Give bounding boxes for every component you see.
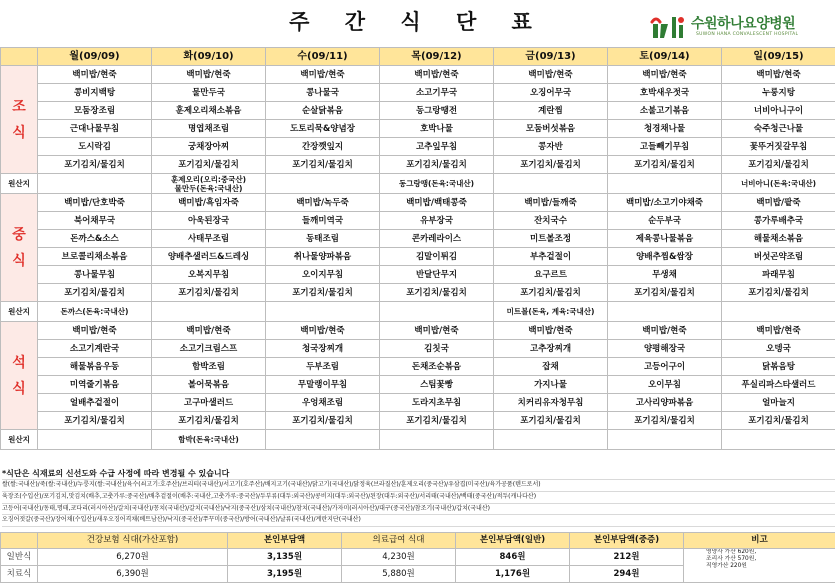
menu-item: 사태무조림 xyxy=(152,230,266,248)
menu-item: 닭볶음탕 xyxy=(722,358,835,376)
breakfast-row xyxy=(1,156,835,174)
menu-item: 동그랑땡전 xyxy=(380,102,494,120)
menu-item: 백미밥/현죽 xyxy=(266,322,380,340)
menu-item: 양배추찜&쌈장 xyxy=(608,248,722,266)
menu-item: 포기김치/물김치 xyxy=(38,284,152,302)
menu-item: 백미밥/현죽 xyxy=(152,66,266,84)
lunch-row xyxy=(1,248,835,266)
menu-item: 순두부국 xyxy=(608,212,722,230)
origin-label: 원산지 xyxy=(1,430,38,450)
menu-item: 해물채소볶음 xyxy=(722,230,835,248)
menu-item: 훈제오리채소볶음 xyxy=(152,102,266,120)
menu-item: 제육콩나물볶음 xyxy=(608,230,722,248)
menu-item: 돈채조순볶음 xyxy=(380,358,494,376)
origin-cell xyxy=(152,430,266,450)
origin-text: 훈제오리(오리:중국산) xyxy=(170,174,247,184)
menu-item: 북어채무국 xyxy=(38,212,152,230)
menu-item: 포기김치/물김치 xyxy=(494,284,608,302)
menu-item: 모둠장조림 xyxy=(38,102,152,120)
menu-item: 포기김치/물김치 xyxy=(608,156,722,174)
menu-item: 포기김치/물김치 xyxy=(152,156,266,174)
menu-item: 스팀꽃빵 xyxy=(380,376,494,394)
cost-header: 본인부담액 xyxy=(228,533,342,549)
menu-item: 모둠버섯볶음 xyxy=(494,120,608,138)
menu-item: 무말랭이무침 xyxy=(266,376,380,394)
menu-item: 오이무침 xyxy=(608,376,722,394)
origin-note-line: 오징어젓갈(중국산)/장어채(수입산)/새우오징어격채(베트남산)/낙지(중국산)/쭈꾸미(중국산)/방어(국내산)/날류(국내산)/계란지단(국내산) xyxy=(2,515,835,527)
cost-cell: 6,270원 xyxy=(38,549,228,566)
dinner-row xyxy=(1,322,835,340)
origin-label: 원산지 xyxy=(1,174,38,194)
menu-item: 콩자반 xyxy=(494,138,608,156)
menu-item: 미트볼조정 xyxy=(494,230,608,248)
menu-item: 도라지초무침 xyxy=(380,394,494,412)
weekly-menu-table xyxy=(0,47,835,450)
menu-item: 얼마늘지 xyxy=(722,394,835,412)
breakfast-row xyxy=(1,66,835,84)
menu-item: 취나물양파볶음 xyxy=(266,248,380,266)
breakfast-row xyxy=(1,120,835,138)
cost-cell: 846원 xyxy=(456,549,570,566)
menu-item: 콩비지백탕 xyxy=(38,84,152,102)
origin-cell xyxy=(38,302,152,322)
lunch-row xyxy=(1,284,835,302)
cost-header-row xyxy=(1,533,835,549)
menu-item: 콘카레라이스 xyxy=(380,230,494,248)
lunch-row xyxy=(1,230,835,248)
menu-item: 브로콜리채소볶음 xyxy=(38,248,152,266)
menu-item: 백미밥/현죽 xyxy=(608,66,722,84)
origin-cell xyxy=(494,430,608,450)
day-header: 토(09/14) xyxy=(608,48,722,66)
menu-item: 오이지무침 xyxy=(266,266,380,284)
origin-text: 돈까스(돈육:국내산) xyxy=(60,307,129,316)
menu-change-notice: *식단은 식재료의 신선도와 수급 사정에 따라 변경될 수 있습니다 xyxy=(2,468,835,480)
cost-remark-line: 조리사 가산 570원, xyxy=(706,556,757,562)
menu-item: 소고기크림스프 xyxy=(152,340,266,358)
header-corner xyxy=(1,48,38,66)
menu-item: 누룽지탕 xyxy=(722,84,835,102)
origin-note-line: 육장조(수입산)/포기김치,맛김치(배추,고춧가루:중국산)/배추겉절이(배추:국내산,고춧가루:중국산)/두부류(대두:외국산)/콩비지(대두:외국산)/된장(대두:외국산)/서리태(국내산)/백태(중국산)/적두(캐나다산) xyxy=(2,492,835,504)
menu-item: 콩나물무침 xyxy=(38,266,152,284)
day-header: 수(09/11) xyxy=(266,48,380,66)
menu-item: 포기김치/물김치 xyxy=(608,412,722,430)
day-header: 금(09/13) xyxy=(494,48,608,66)
origin-cell xyxy=(380,430,494,450)
menu-item: 콩나물국 xyxy=(266,84,380,102)
menu-item: 백미밥/녹두죽 xyxy=(266,194,380,212)
dinner-row xyxy=(1,412,835,430)
menu-item: 미역줄기볶음 xyxy=(38,376,152,394)
breakfast-origin-row xyxy=(1,174,835,194)
origin-notes xyxy=(2,468,835,527)
menu-item: 양평해장국 xyxy=(608,340,722,358)
menu-item: 오뎅국 xyxy=(722,340,835,358)
origin-cell xyxy=(152,174,266,194)
menu-item: 포기김치/물김치 xyxy=(266,412,380,430)
menu-item: 김칫국 xyxy=(380,340,494,358)
cost-cell: 294원 xyxy=(570,566,684,583)
menu-item: 고추장찌개 xyxy=(494,340,608,358)
menu-item: 숙주청근나물 xyxy=(722,120,835,138)
day-header: 일(09/15) xyxy=(722,48,835,66)
menu-item: 잔치국수 xyxy=(494,212,608,230)
menu-item: 김말이튀김 xyxy=(380,248,494,266)
cost-header: 본인부담액(중증) xyxy=(570,533,684,549)
breakfast-row xyxy=(1,102,835,120)
cost-remarks xyxy=(684,549,835,583)
menu-item: 해물볶음우동 xyxy=(38,358,152,376)
menu-item: 푸실리파스타샐러드 xyxy=(722,376,835,394)
menu-item: 궁채장아찌 xyxy=(152,138,266,156)
menu-item: 포기김치/물김치 xyxy=(608,284,722,302)
menu-item: 포기김치/물김치 xyxy=(266,156,380,174)
breakfast-label: 조 식 xyxy=(1,66,38,174)
menu-item: 백미밥/현죽 xyxy=(38,322,152,340)
cost-row-general xyxy=(1,549,835,566)
cost-cell: 3,195원 xyxy=(228,566,342,583)
cost-header: 비고 xyxy=(684,533,835,549)
menu-item: 포기김치/물김치 xyxy=(38,412,152,430)
menu-item: 포기김치/물김치 xyxy=(494,412,608,430)
menu-item: 백미밥/현죽 xyxy=(380,322,494,340)
menu-item: 포기김치/물김치 xyxy=(266,284,380,302)
menu-item: 고사리양파볶음 xyxy=(608,394,722,412)
cost-cell: 6,390원 xyxy=(38,566,228,583)
origin-label: 원산지 xyxy=(1,302,38,322)
menu-item: 꽃뚜거짓갈무침 xyxy=(722,138,835,156)
menu-item: 오복지무침 xyxy=(152,266,266,284)
menu-item: 반달단무지 xyxy=(380,266,494,284)
cost-remark-line: 영양사 가산 620원, xyxy=(706,549,757,555)
menu-item: 포기김치/물김치 xyxy=(380,156,494,174)
menu-item: 고구마샐러드 xyxy=(152,394,266,412)
lunch-row xyxy=(1,212,835,230)
menu-item: 도시락김 xyxy=(38,138,152,156)
origin-text: 미트볼(돈육, 계육:국내산) xyxy=(506,307,595,316)
origin-cell xyxy=(608,302,722,322)
menu-item: 고들빼기무침 xyxy=(608,138,722,156)
origin-text: 물만두(돈육:국내산) xyxy=(174,183,243,193)
lunch-origin-row xyxy=(1,302,835,322)
origin-text: 동그랑땡(돈육:국내산) xyxy=(398,179,475,188)
cost-cell: 1,176원 xyxy=(456,566,570,583)
breakfast-row xyxy=(1,84,835,102)
menu-item: 고추잎무침 xyxy=(380,138,494,156)
menu-item: 백미밥/현죽 xyxy=(722,322,835,340)
origin-text: 함박(돈육:국내산) xyxy=(178,435,239,444)
origin-cell xyxy=(152,302,266,322)
menu-item: 도토리묵&양념장 xyxy=(266,120,380,138)
menu-item: 포기김치/물김치 xyxy=(380,412,494,430)
menu-item: 순살닭볶음 xyxy=(266,102,380,120)
breakfast-row xyxy=(1,138,835,156)
menu-item: 돈까스&소스 xyxy=(38,230,152,248)
menu-item: 소고기무국 xyxy=(380,84,494,102)
lunch-row xyxy=(1,266,835,284)
menu-item: 포기김치/물김치 xyxy=(494,156,608,174)
origin-cell xyxy=(722,174,835,194)
cost-cell: 3,135원 xyxy=(228,549,342,566)
menu-item: 계란찜 xyxy=(494,102,608,120)
menu-item: 고등어구이 xyxy=(608,358,722,376)
cost-cell: 5,880원 xyxy=(342,566,456,583)
menu-item: 치커리유자청무침 xyxy=(494,394,608,412)
menu-item: 너비아니구이 xyxy=(722,102,835,120)
origin-cell xyxy=(266,430,380,450)
lunch-label: 중 식 xyxy=(1,194,38,302)
origin-cell xyxy=(380,302,494,322)
menu-item: 백미밥/현죽 xyxy=(494,66,608,84)
menu-item: 얼배추겉절이 xyxy=(38,394,152,412)
menu-item: 볼어묵볶음 xyxy=(152,376,266,394)
origin-cell xyxy=(722,430,835,450)
menu-item: 근대나물무침 xyxy=(38,120,152,138)
menu-item: 우엉채조림 xyxy=(266,394,380,412)
menu-item: 명엽채조림 xyxy=(152,120,266,138)
dinner-origin-row xyxy=(1,430,835,450)
origin-cell xyxy=(494,174,608,194)
menu-item: 포기김치/물김치 xyxy=(722,284,835,302)
origin-note-line: 쌀(쌀:국내산)/죽(쌀:국내산)/누룽지(쌀:국내산)/육수(쇠고기:호주산)/브리티(국내산)/서고기(호주산)/배지고기(국내산)/닭고기(국내산)/닭정육(브라질산)/훈제오리(중국산)/우삼겹(미국산)/육가공품(텐드로서) xyxy=(2,480,835,492)
page-title: 주 간 식 단 표 xyxy=(289,10,546,34)
menu-item: 오징어무국 xyxy=(494,84,608,102)
meal-cost-table xyxy=(0,532,835,583)
day-header: 월(09/09) xyxy=(38,48,152,66)
hospital-logo-icon xyxy=(650,14,686,40)
menu-item: 무생채 xyxy=(608,266,722,284)
origin-cell xyxy=(38,430,152,450)
cost-header xyxy=(1,533,38,549)
dinner-label: 석 식 xyxy=(1,322,38,430)
menu-item: 백미밥/팥죽 xyxy=(722,194,835,212)
menu-item: 가지나물 xyxy=(494,376,608,394)
menu-item: 물만두국 xyxy=(152,84,266,102)
menu-item: 백미밥/현죽 xyxy=(266,66,380,84)
origin-text: 너비아니(돈육:국내산) xyxy=(740,179,817,188)
menu-item: 백미밥/현죽 xyxy=(494,322,608,340)
dinner-row xyxy=(1,376,835,394)
menu-item: 간장깻잎지 xyxy=(266,138,380,156)
origin-cell xyxy=(380,174,494,194)
origin-cell xyxy=(494,302,608,322)
cost-remark-line: 직영가산 220원 xyxy=(706,563,747,569)
menu-item: 소불고기볶음 xyxy=(608,102,722,120)
menu-item: 청국장찌개 xyxy=(266,340,380,358)
cost-row-label: 치료식 xyxy=(1,566,38,583)
origin-cell xyxy=(608,174,722,194)
menu-item: 잡채 xyxy=(494,358,608,376)
menu-item: 백미밥/현죽 xyxy=(152,322,266,340)
menu-item: 파래무침 xyxy=(722,266,835,284)
menu-item: 들깨미역국 xyxy=(266,212,380,230)
menu-item: 부추겉절이 xyxy=(494,248,608,266)
menu-item: 백미밥/흑임자죽 xyxy=(152,194,266,212)
menu-item: 백미밥/단호박죽 xyxy=(38,194,152,212)
menu-item: 소고기계란국 xyxy=(38,340,152,358)
menu-item: 호박새우젓국 xyxy=(608,84,722,102)
menu-item: 백미밥/현죽 xyxy=(608,322,722,340)
menu-item: 요구르트 xyxy=(494,266,608,284)
menu-item: 동태조림 xyxy=(266,230,380,248)
cost-header: 본인부담액(일반) xyxy=(456,533,570,549)
origin-cell xyxy=(266,174,380,194)
menu-item: 콩가루배추국 xyxy=(722,212,835,230)
menu-item: 유부장국 xyxy=(380,212,494,230)
menu-item: 버섯곤약조림 xyxy=(722,248,835,266)
menu-item: 포기김치/물김치 xyxy=(722,412,835,430)
menu-item: 청경채나물 xyxy=(608,120,722,138)
day-header-row xyxy=(1,48,835,66)
menu-item: 아욱된장국 xyxy=(152,212,266,230)
hospital-english-name: SUWON HANA CONVALESCENT HOSPITAL xyxy=(696,32,799,37)
menu-item: 포기김치/물김치 xyxy=(38,156,152,174)
menu-item: 백미밥/백태콩죽 xyxy=(380,194,494,212)
menu-item: 백미밥/소고기야채죽 xyxy=(608,194,722,212)
menu-item: 백미밥/현죽 xyxy=(38,66,152,84)
menu-item: 백미밥/현죽 xyxy=(380,66,494,84)
menu-item: 호박나물 xyxy=(380,120,494,138)
hospital-name: 수원하나요양병원 xyxy=(691,16,796,32)
cost-cell: 4,230원 xyxy=(342,549,456,566)
cost-header: 건강보험 식대(가산포함) xyxy=(38,533,228,549)
day-header: 화(09/10) xyxy=(152,48,266,66)
menu-item: 두부조림 xyxy=(266,358,380,376)
hospital-logo xyxy=(650,14,835,44)
cost-header: 의료급여 식대 xyxy=(342,533,456,549)
menu-item: 백미밥/현죽 xyxy=(722,66,835,84)
origin-cell xyxy=(608,430,722,450)
origin-note-line: 고등어(국내산)/동태,명태,코다리(러시아산)/갈치(국내산)/꽁치(국내산)/갈치(국내산)/낙지(중국산)/삼치(국내산)/참치(국내산)/가자미(러시아산)/대구(중국산)/참조기(국내산)/갑치(국내산) xyxy=(2,504,835,516)
origin-cell xyxy=(38,174,152,194)
menu-item: 포기김치/물김치 xyxy=(380,284,494,302)
menu-item: 양배추샐러드&드레싱 xyxy=(152,248,266,266)
dinner-row xyxy=(1,394,835,412)
menu-item: 함박조림 xyxy=(152,358,266,376)
menu-item: 백미밥/들깨죽 xyxy=(494,194,608,212)
origin-cell xyxy=(266,302,380,322)
menu-item: 포기김치/물김치 xyxy=(152,284,266,302)
cost-cell: 212원 xyxy=(570,549,684,566)
cost-row-label: 일반식 xyxy=(1,549,38,566)
day-header: 목(09/12) xyxy=(380,48,494,66)
lunch-row xyxy=(1,194,835,212)
dinner-row xyxy=(1,358,835,376)
dinner-row xyxy=(1,340,835,358)
menu-item: 포기김치/물김치 xyxy=(722,156,835,174)
menu-item: 포기김치/물김치 xyxy=(152,412,266,430)
origin-cell xyxy=(722,302,835,322)
